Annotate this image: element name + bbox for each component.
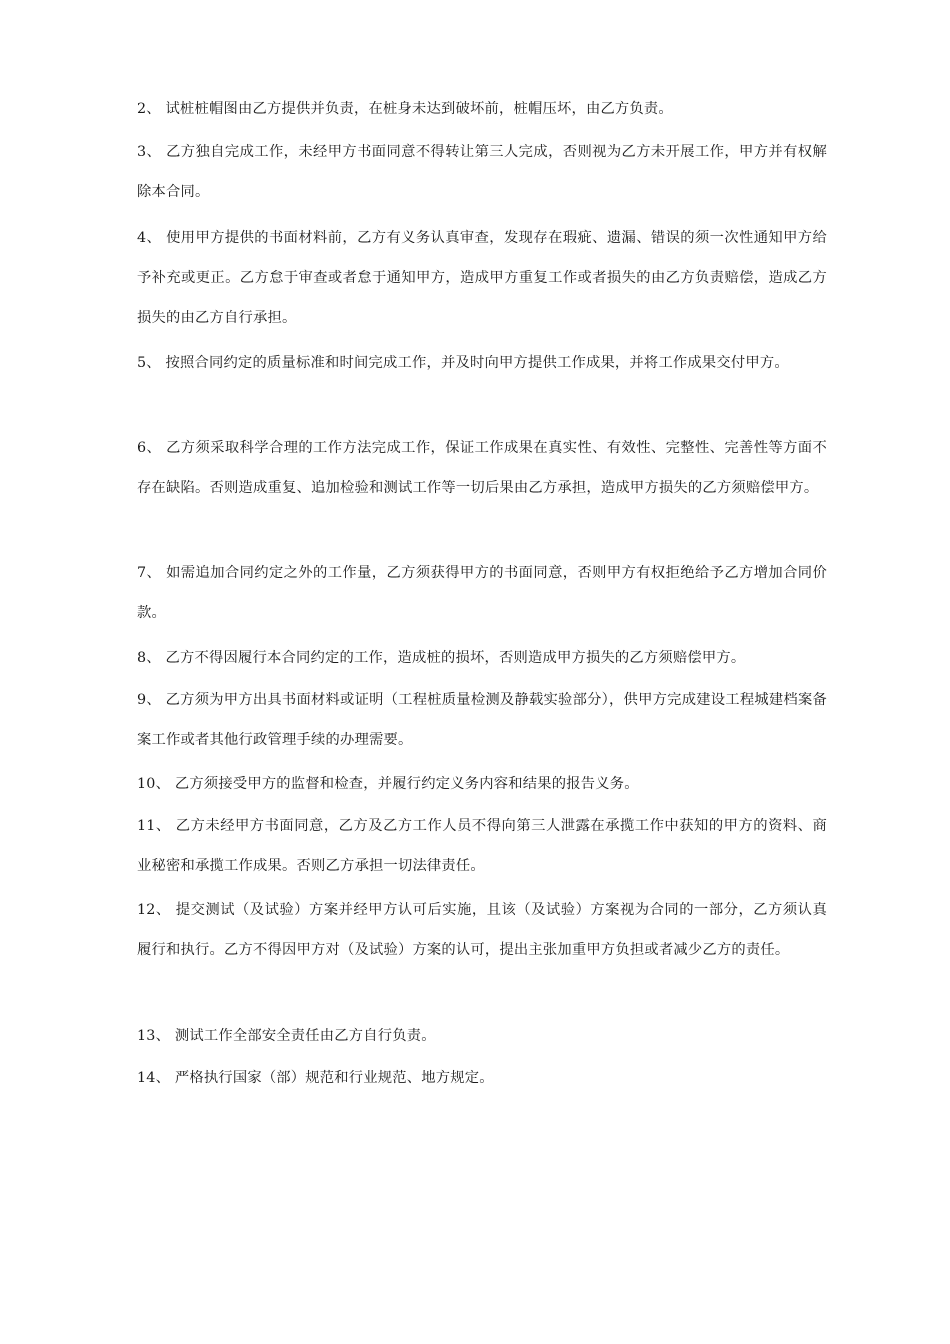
clause-8: 8、 乙方不得因履行本合同约定的工作，造成桩的损坏，否则造成甲方损失的乙方须赔偿甲方。 <box>137 650 746 666</box>
clause-7: 7、 如需追加合同约定之外的工作量，乙方须获得甲方的书面同意，否则甲方有权拒绝给予乙方增加合同价款。 <box>137 565 827 621</box>
clause-10: 10、 乙方须接受甲方的监督和检查，并履行约定义务内容和结果的报告义务。 <box>137 776 639 792</box>
clause-3: 3、 乙方独自完成工作，未经甲方书面同意不得转让第三人完成，否则视为乙方未开展工作，甲方并有权解除本合同。 <box>137 144 827 200</box>
clause-9: 9、 乙方须为甲方出具书面材料或证明（工程桩质量检测及静载实验部分），供甲方完成建设工程城建档案备案工作或者其他行政管理手续的办理需要。 <box>137 692 827 748</box>
clause-14: 14、 严格执行国家（部）规范和行业规范、地方规定。 <box>137 1070 494 1086</box>
clause-11: 11、 乙方未经甲方书面同意，乙方及乙方工作人员不得向第三人泄露在承揽工作中获知的甲方的资料、商业秘密和承揽工作成果。否则乙方承担一切法律责任。 <box>137 818 827 874</box>
clause-13: 13、 测试工作全部安全责任由乙方自行负责。 <box>137 1028 436 1044</box>
clause-6: 6、 乙方须采取科学合理的工作方法完成工作，保证工作成果在真实性、有效性、完整性、完善性等方面不存在缺陷。否则造成重复、追加检验和测试工作等一切后果由乙方承担，造成甲方损失的乙方须赔偿甲方。 <box>137 440 827 496</box>
clause-12: 12、 提交测试（及试验）方案并经甲方认可后实施，且该（及试验）方案视为合同的一部分，乙方须认真履行和执行。乙方不得因甲方对（及试验）方案的认可，提出主张加重甲方负担或者减少乙方的责任。 <box>137 902 827 958</box>
clause-2: 2、 试桩桩帽图由乙方提供并负责，在桩身未达到破坏前，桩帽压坏，由乙方负责。 <box>137 101 673 117</box>
clause-4: 4、 使用甲方提供的书面材料前，乙方有义务认真审查，发现存在瑕疵、遗漏、错误的须一次性通知甲方给予补充或更正。乙方怠于审查或者怠于通知甲方，造成甲方重复工作或者损失的由乙方负责赔偿，造成乙方损失的由乙方自行承担。 <box>137 230 827 326</box>
clause-5: 5、 按照合同约定的质量标准和时间完成工作，并及时向甲方提供工作成果，并将工作成果交付甲方。 <box>137 355 789 371</box>
